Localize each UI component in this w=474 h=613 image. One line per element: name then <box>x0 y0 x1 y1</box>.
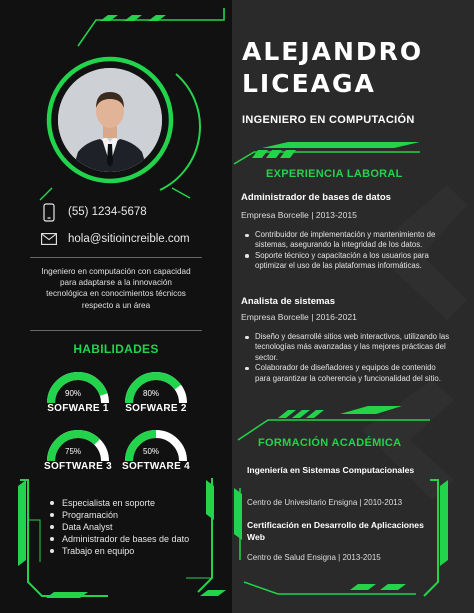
skill-name: SOFTWARE 3 <box>43 461 112 472</box>
experience-title: EXPERIENCIA LABORAL <box>266 168 403 180</box>
phone-icon <box>43 203 55 222</box>
job-role: INGENIERO EN COMPUTACIÓN <box>242 114 415 126</box>
right-column <box>232 0 474 613</box>
education-title: FORMACIÓN ACADÉMICA <box>258 437 402 449</box>
education-degree: Ingeniería en Sistemas Computacionales <box>247 465 415 475</box>
gauge-arc <box>111 370 201 404</box>
skill-percent: 90% <box>65 389 82 398</box>
list-item: Programación <box>50 509 189 521</box>
email-address: hola@sitioincreible.com <box>68 233 190 245</box>
skills-title: HABILIDADES <box>73 342 159 356</box>
skill-name: SOFWARE 2 <box>125 403 187 414</box>
person-photo-icon <box>58 68 162 172</box>
skill-name: SOFTWARE 4 <box>121 461 190 472</box>
job-title: Analista de sistemas <box>241 296 335 307</box>
extra-skills-list <box>50 497 189 557</box>
skill-gauge <box>33 370 123 420</box>
list-item: Trabajo en equipo <box>50 545 189 557</box>
gauge-arc <box>33 370 123 404</box>
skill-gauge <box>111 370 201 420</box>
education-institution: Centro de Univesitario Ensigna | 2010-2013 <box>247 498 403 507</box>
skill-percent: 75% <box>65 447 82 456</box>
envelope-icon <box>41 233 57 245</box>
list-item: Especialista en soporte <box>50 497 189 509</box>
first-name: ALEJANDRO <box>242 37 424 66</box>
education-degree: Certificación en Desarrollo de Aplicaciones Web <box>247 520 424 542</box>
job-company: Empresa Borcelle | 2016-2021 <box>241 312 357 322</box>
job-title: Administrador de bases de datos <box>241 192 391 203</box>
divider <box>30 257 202 258</box>
job-company: Empresa Borcelle | 2013-2015 <box>241 210 357 220</box>
list-item: Data Analyst <box>50 521 189 533</box>
divider <box>30 330 202 331</box>
phone-number: (55) 1234-5678 <box>68 206 147 218</box>
gauge-arc <box>111 428 201 462</box>
skill-gauge <box>33 428 123 478</box>
gauge-arc <box>33 428 123 462</box>
list-item: Diseño y desarrollé sitios web interactivos, utilizando las tecnologías más avanzadas y las mejores prácticas del sector. <box>244 332 450 363</box>
education-institution: Centro de Salud Ensigna | 2013-2015 <box>247 553 381 562</box>
left-column <box>0 0 232 613</box>
skill-gauge <box>111 428 201 478</box>
job-bullets <box>244 332 450 384</box>
about-text: Ingeniero en computación con capacidad para adaptarse a la innovación tecnológica en conocimientos técnicos respecto a un área <box>41 267 191 310</box>
skill-percent: 50% <box>143 447 160 456</box>
list-item: Colaborador de diseñadores y equipos de contenido para garantizar la coherencia y funcionalidad del sitio. <box>244 363 450 384</box>
list-item: Administrador de bases de dato <box>50 533 189 545</box>
skill-name: SOFWARE 1 <box>47 403 109 414</box>
list-item: Contribuidor de implementación y mantenimiento de sistemas, asegurando la integridad de los datos. <box>244 230 450 251</box>
list-item: Soporte técnico y capacitación a los usuarios para optimizar el uso de las plataformas informáticas. <box>244 251 450 272</box>
last-name: LICEAGA <box>242 69 376 98</box>
skill-percent: 80% <box>143 389 160 398</box>
job-bullets <box>244 230 450 272</box>
profile-photo <box>58 68 162 172</box>
person-name <box>242 36 423 100</box>
